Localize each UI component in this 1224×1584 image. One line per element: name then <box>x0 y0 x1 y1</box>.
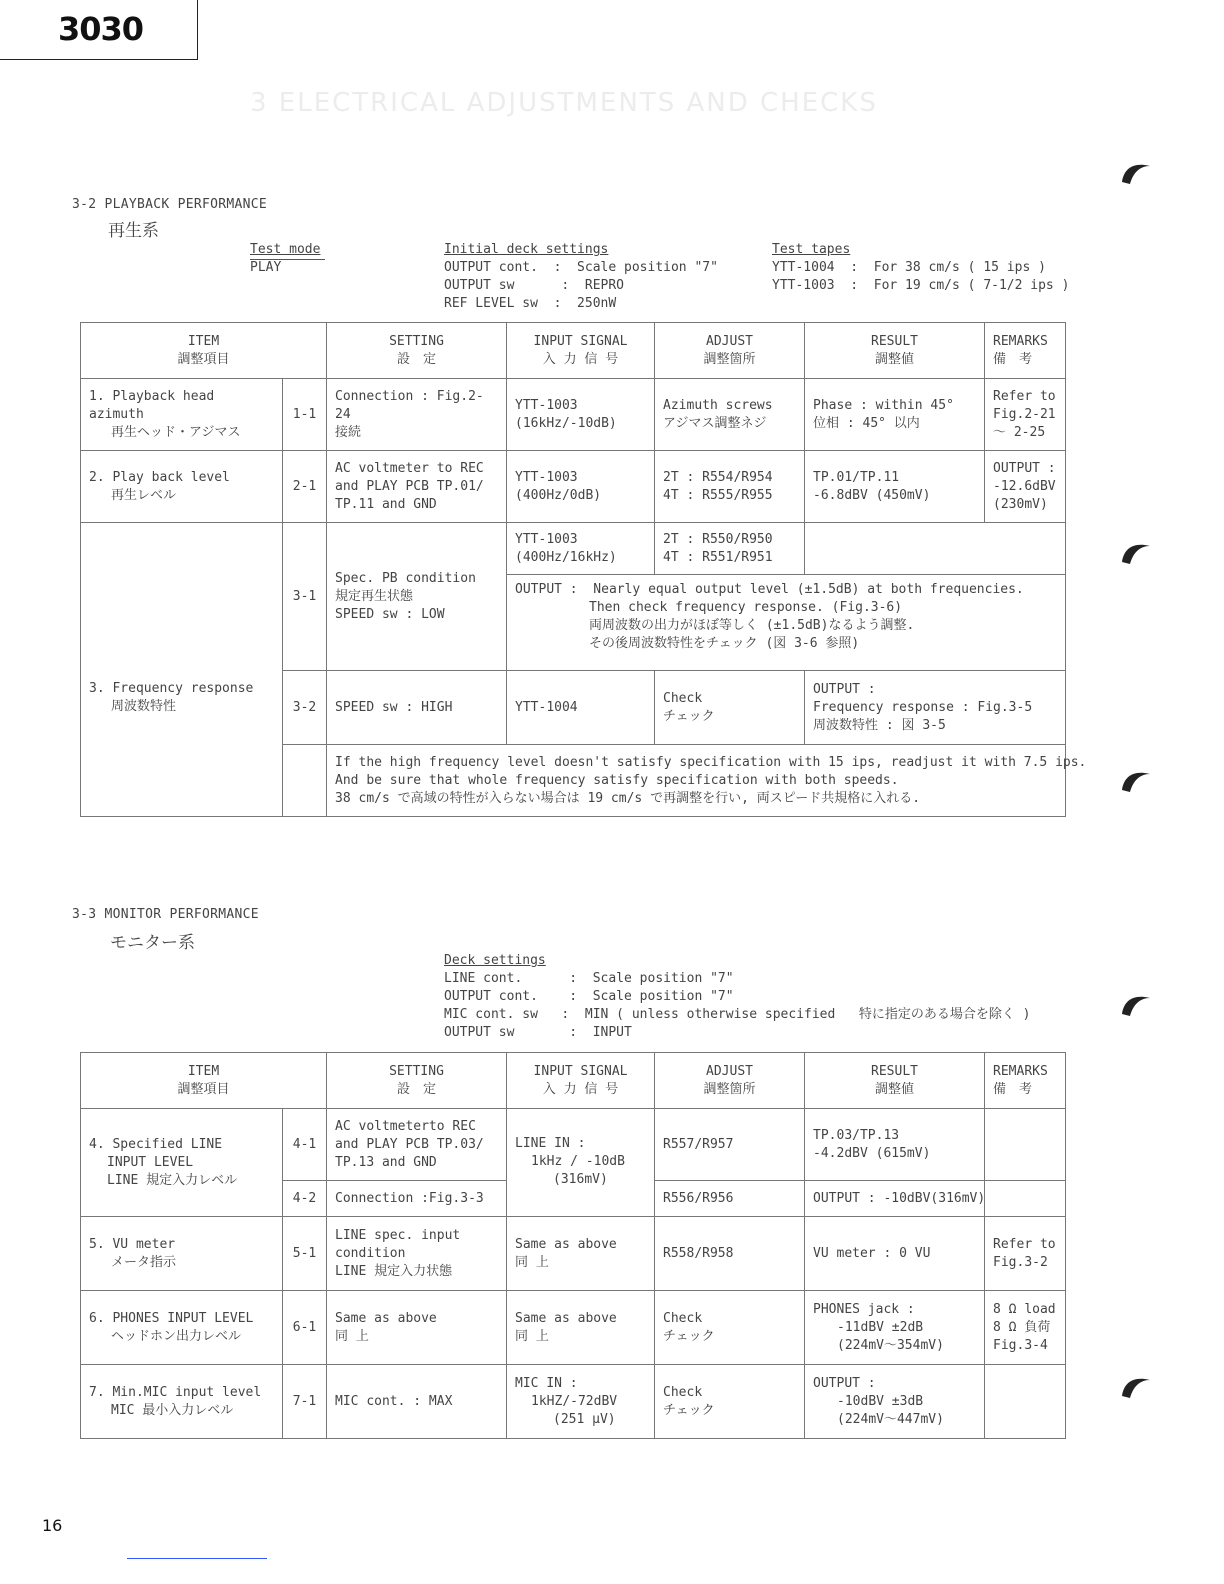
adjust-cell: R557/R957 <box>655 1109 805 1181</box>
playback-table <box>80 322 1087 817</box>
table-row <box>81 379 1066 451</box>
step-number: 1-1 <box>283 379 327 451</box>
table-header-row <box>81 323 1066 379</box>
adjust-cell: R556/R956 <box>655 1181 805 1217</box>
input-cell: MIC IN : 1kHZ/-72dBV (251 μV) <box>507 1365 655 1439</box>
result-cell: PHONES jack : -11dBV ±2dB (224mV～354mV) <box>805 1291 985 1365</box>
section-title-playback: 3-2 PLAYBACK PERFORMANCE <box>72 197 268 212</box>
table-header-row <box>81 1053 1066 1109</box>
output-note-cell: OUTPUT : Nearly equal output level (±1.5dB) at both frequencies. Then check frequency response. (Fig.3-6) 両周波数の出力がほぼ等しく (±1.5dB)なるよう調整. その後周波数特性をチェック (図 3-6 参照) <box>507 575 1066 671</box>
input-cell: YTT-1004 <box>507 671 655 745</box>
setting-cell: LINE spec. input condition LINE 規定入力状態 <box>327 1217 507 1291</box>
model-number: 3030 <box>58 10 144 48</box>
item-cell: 1. Playback head azimuth 再生ヘッド・アジマス <box>81 379 283 451</box>
setting-cell: Same as above 同 上 <box>327 1291 507 1365</box>
table-row <box>81 1365 1066 1439</box>
header-result: RESULT 調整値 <box>805 323 985 379</box>
deck-settings-heading: Deck settings <box>444 953 546 968</box>
item-cell: 6. PHONES INPUT LEVEL ヘッドホン出力レベル <box>81 1291 283 1365</box>
input-cell: YTT-1003 (400Hz/0dB) <box>507 451 655 523</box>
remarks-cell <box>985 1109 1066 1181</box>
section-subtitle-monitor: モニター系 <box>110 933 195 953</box>
empty-cell <box>805 523 1066 575</box>
empty-cell <box>283 745 327 817</box>
test-tapes-block <box>772 241 1069 295</box>
header-setting: SETTING 設 定 <box>327 323 507 379</box>
initial-settings-heading: Initial deck settings <box>444 242 609 257</box>
step-number: 5-1 <box>283 1217 327 1291</box>
result-cell: VU meter : 0 VU <box>805 1217 985 1291</box>
input-cell: YTT-1003 (16kHz/-10dB) <box>507 379 655 451</box>
initial-setting-ref-level: REF LEVEL sw : 250nW <box>444 296 617 311</box>
item-cell: 4. Specified LINE INPUT LEVEL LINE 規定入力レベル <box>81 1109 283 1217</box>
step-number: 7-1 <box>283 1365 327 1439</box>
result-cell: TP.03/TP.13 -4.2dBV (615mV) <box>805 1109 985 1181</box>
bleed-through-title: 3 ELECTRICAL ADJUSTMENTS AND CHECKS <box>250 88 878 118</box>
remarks-cell <box>985 1365 1066 1439</box>
header-setting: SETTING 設 定 <box>327 1053 507 1109</box>
result-cell: Phase : within 45° 位相 : 45° 以内 <box>805 379 985 451</box>
item-cell: 3. Frequency response 周波数特性 <box>81 523 283 817</box>
table-row <box>81 523 1066 575</box>
adjust-cell: Check チェック <box>655 1291 805 1365</box>
remarks-cell <box>985 1181 1066 1217</box>
step-number: 6-1 <box>283 1291 327 1365</box>
remarks-cell: Refer to Fig.2-21 ～ 2-25 <box>985 379 1066 451</box>
input-cell: Same as above 同 上 <box>507 1217 655 1291</box>
step-number: 2-1 <box>283 451 327 523</box>
section-subtitle-playback: 再生系 <box>108 221 159 241</box>
result-cell: OUTPUT : Frequency response : Fig.3-5 周波数特性 : 図 3-5 <box>805 671 1066 745</box>
item-cell: 7. Min.MIC input level MIC 最小入力レベル <box>81 1365 283 1439</box>
test-tape-1003: YTT-1003 : For 19 cm/s ( 7-1/2 ips ) <box>772 278 1070 293</box>
deck-setting-output-sw: OUTPUT sw : INPUT <box>444 1025 632 1040</box>
header-input-signal: INPUT SIGNAL 入 力 信 号 <box>507 1053 655 1109</box>
table-row <box>81 1109 1066 1181</box>
adjust-cell: 2T : R550/R950 4T : R551/R951 <box>655 523 805 575</box>
setting-cell: Spec. PB condition 規定再生状態 SPEED sw : LOW <box>327 523 507 671</box>
header-remarks: REMARKS 備 考 <box>985 323 1066 379</box>
table-row <box>81 1291 1066 1365</box>
setting-cell: Connection :Fig.3-3 <box>327 1181 507 1217</box>
remarks-cell: OUTPUT : -12.6dBV (230mV) <box>985 451 1066 523</box>
deck-setting-output-cont: OUTPUT cont. : Scale position "7" <box>444 989 734 1004</box>
test-mode-value: PLAY <box>250 260 282 275</box>
input-cell: LINE IN : 1kHz / -10dB (316mV) <box>507 1109 655 1217</box>
setting-cell: SPEED sw : HIGH <box>327 671 507 745</box>
setting-cell: AC voltmeter to REC and PLAY PCB TP.01/ TP.11 and GND <box>327 451 507 523</box>
setting-cell: AC voltmeterto REC and PLAY PCB TP.03/ TP.13 and GND <box>327 1109 507 1181</box>
adjust-cell: Check チェック <box>655 671 805 745</box>
deck-setting-line-cont: LINE cont. : Scale position "7" <box>444 971 734 986</box>
test-tape-1004: YTT-1004 : For 38 cm/s ( 15 ips ) <box>772 260 1046 275</box>
page-number: 16 <box>42 1516 63 1535</box>
step-number: 4-1 <box>283 1109 327 1181</box>
result-cell: OUTPUT : -10dBV ±3dB (224mV～447mV) <box>805 1365 985 1439</box>
header-item: ITEM 調整項目 <box>81 1053 327 1109</box>
remarks-cell: 8 Ω load 8 Ω 負荷 Fig.3-4 <box>985 1291 1066 1365</box>
deck-settings-block <box>444 952 1030 1042</box>
binder-hole-icon <box>1120 540 1154 566</box>
initial-setting-output-cont: OUTPUT cont. : Scale position "7" <box>444 260 718 275</box>
monitor-table <box>80 1052 1066 1439</box>
binder-hole-icon <box>1120 992 1154 1018</box>
header-input-signal: INPUT SIGNAL 入 力 信 号 <box>507 323 655 379</box>
step-number: 3-2 <box>283 671 327 745</box>
adjust-cell: Check チェック <box>655 1365 805 1439</box>
table-row <box>81 1217 1066 1291</box>
item-cell: 2. Play back level 再生レベル <box>81 451 283 523</box>
initial-setting-output-sw: OUTPUT sw : REPRO <box>444 278 625 293</box>
header-item: ITEM 調整項目 <box>81 323 327 379</box>
test-mode-heading: Test mode <box>250 242 321 257</box>
test-tapes-heading: Test tapes <box>772 242 851 257</box>
header-adjust: ADJUST 調整箇所 <box>655 1053 805 1109</box>
adjust-cell: Azimuth screws アジマス調整ネジ <box>655 379 805 451</box>
footnote-cell: If the high frequency level doesn't satisfy specification with 15 ips, readjust it with 7.5 ips. And be sure that whole frequency satisfy specification with both speeds. 38 cm/s で高域の特性が入らない場合は 19 cm/s で再調整を行い, 両スピード共規格に入れる. <box>327 745 1066 817</box>
item-cell: 5. VU meter メータ指示 <box>81 1217 283 1291</box>
input-cell: Same as above 同 上 <box>507 1291 655 1365</box>
result-cell: OUTPUT : -10dBV(316mV) <box>805 1181 985 1217</box>
binder-hole-icon <box>1120 768 1154 794</box>
result-cell: TP.01/TP.11 -6.8dBV (450mV) <box>805 451 985 523</box>
input-cell: YTT-1003 (400Hz/16kHz) <box>507 523 655 575</box>
step-number: 4-2 <box>283 1181 327 1217</box>
deck-setting-mic-cont: MIC cont. sw : MIN ( unless otherwise specified 特に指定のある場合を除く ) <box>444 1007 1031 1022</box>
setting-cell: MIC cont. : MAX <box>327 1365 507 1439</box>
bottom-edge-line <box>127 1558 267 1559</box>
table-row <box>81 451 1066 523</box>
test-mode-rule <box>250 259 325 260</box>
binder-hole-icon <box>1120 1374 1154 1400</box>
binder-hole-icon <box>1120 160 1154 186</box>
remarks-cell: Refer to Fig.3-2 <box>985 1217 1066 1291</box>
initial-settings-block <box>444 241 718 313</box>
step-number: 3-1 <box>283 523 327 671</box>
adjust-cell: R558/R958 <box>655 1217 805 1291</box>
header-result: RESULT 調整値 <box>805 1053 985 1109</box>
setting-cell: Connection : Fig.2-24 接続 <box>327 379 507 451</box>
adjust-cell: 2T : R554/R954 4T : R555/R955 <box>655 451 805 523</box>
section-title-monitor: 3-3 MONITOR PERFORMANCE <box>72 907 259 922</box>
header-remarks: REMARKS 備 考 <box>985 1053 1066 1109</box>
header-adjust: ADJUST 調整箇所 <box>655 323 805 379</box>
